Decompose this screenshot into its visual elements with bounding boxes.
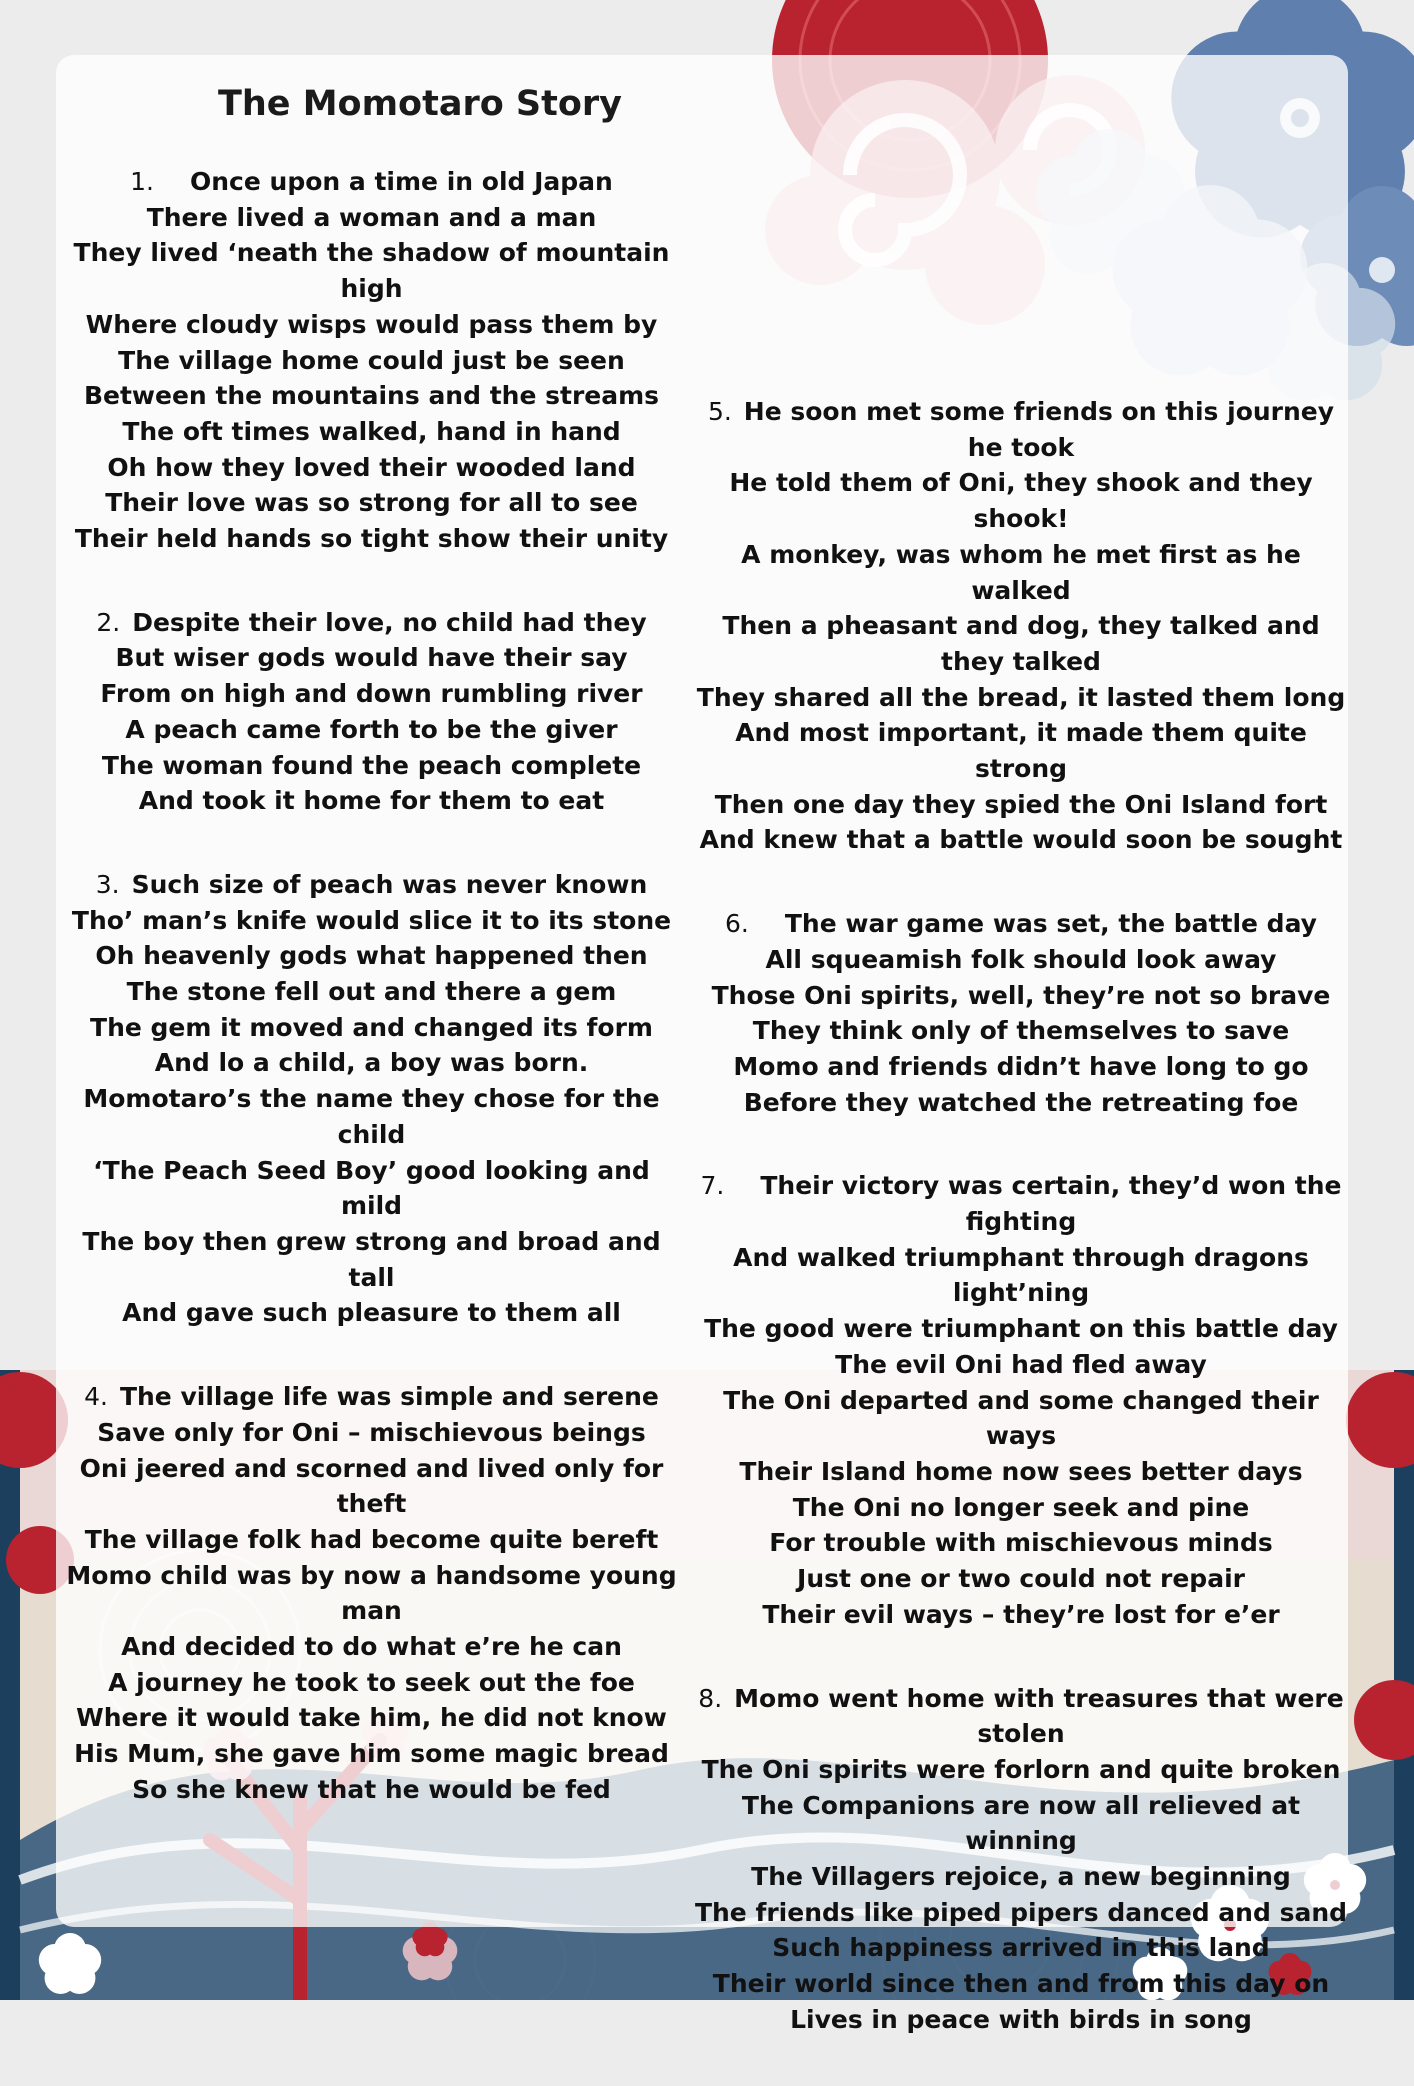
verse-number: 4. (84, 1382, 108, 1412)
verse-line: The Oni departed and some changed their ways (723, 1385, 1319, 1451)
verse-line: Then a pheasant and dog, they talked and they talked (722, 611, 1320, 676)
verse-line: Momo child was by now a handsome young man (66, 1560, 677, 1626)
verse-line: Their held hands so tight show their unity (74, 524, 669, 554)
verse-line: Lives in peace with birds in song (790, 2004, 1252, 2034)
verse-line: And walked triumphant through dragons light’ning (733, 1242, 1309, 1308)
verse-line: Those Oni spirits, well, they’re not so brave (711, 980, 1331, 1010)
verse-line: And knew that a battle would soon be sought (699, 825, 1343, 855)
verse-7 (688, 1168, 1354, 1632)
verse-line: Momotaro’s the name they chose for the child (83, 1084, 660, 1149)
verse-line: Their love was so strong for all to see (105, 488, 638, 518)
verse-line: The gem it moved and changed its form (90, 1012, 653, 1042)
verse-number: 6. (725, 909, 749, 939)
verse-line: His Mum, she gave him some magic bread (74, 1739, 669, 1769)
verse-line: Such happiness arrived in this land (772, 1933, 1270, 1963)
verse-line: And gave such pleasure to them all (122, 1298, 621, 1328)
verse-line: They shared all the bread, it lasted them long (696, 682, 1346, 712)
verse-line: Then one day they spied the Oni Island fort (714, 789, 1328, 819)
verse-line: And lo a child, a boy was born. (154, 1048, 589, 1078)
verse-line: Such size of peach was never known (131, 869, 648, 899)
verse-8 (688, 1681, 1354, 2038)
verse-5 (688, 394, 1354, 858)
verses-right-column (688, 394, 1354, 2086)
verse-line: Momo and friends didn’t have long to go (733, 1051, 1309, 1081)
verse-line: From on high and down rumbling river (100, 679, 643, 709)
verse-line: The Oni no longer seek and pine (792, 1492, 1250, 1522)
verse-6 (688, 906, 1354, 1120)
verse-line: Save only for Oni – mischievous beings (97, 1417, 646, 1447)
verse-3 (60, 867, 683, 1331)
verse-number: 8. (698, 1683, 723, 1713)
verse-line: And most important, it made them quite strong (735, 718, 1307, 784)
verse-line: Their world since then and from this day on (712, 1969, 1330, 1999)
verse-line: He soon met some friends on this journey he took (743, 397, 1335, 462)
verse-line: They think only of themselves to save (752, 1016, 1290, 1046)
verse-number: 7. (700, 1171, 725, 1201)
document-title: The Momotaro Story (217, 84, 622, 124)
verse-line: The friends like piped pipers danced and sand (694, 1897, 1348, 1927)
verse-line: Once upon a time in old Japan (190, 167, 613, 196)
verse-line: The good were triumphant on this battle day (704, 1314, 1338, 1344)
verse-line: Oh how they loved their wooded land (107, 452, 636, 482)
verse-line: Tho’ man’s knife would slice it to its stone (71, 905, 672, 935)
verse-number: 3. (95, 869, 120, 899)
verse-line: The oft times walked, hand in hand (122, 416, 621, 446)
verse-line: But wiser gods would have their say (115, 643, 628, 673)
verse-line: ‘The Peach Seed Boy’ good looking and mild (93, 1155, 650, 1221)
verse-line: Their evil ways – they’re lost for e’er (762, 1599, 1280, 1629)
verse-line: The village home could just be seen (118, 345, 625, 375)
verse-line: Where cloudy wisps would pass them by (85, 309, 658, 339)
verse-line: Their Island home now sees better days (739, 1456, 1303, 1486)
verse-2 (60, 605, 683, 819)
verse-line: A peach came forth to be the giver (125, 714, 618, 744)
verse-line: The Companions are now all relieved at winning (741, 1790, 1301, 1856)
verse-line: For trouble with mischievous minds (769, 1528, 1273, 1558)
verse-1 (60, 164, 683, 557)
verse-line: A journey he took to seek out the foe (108, 1667, 635, 1697)
verse-line: Oni jeered and scorned and lived only for theft (79, 1453, 664, 1519)
verse-line: All squeamish folk should look away (765, 944, 1277, 974)
verse-line: He told them of Oni, they shook and they shook! (729, 468, 1313, 534)
verse-line: They lived ‘neath the shadow of mountain high (73, 238, 670, 304)
verse-line: The boy then grew strong and broad and tall (82, 1226, 661, 1292)
verse-line: And took it home for them to eat (138, 786, 605, 816)
verse-line: The village life was simple and serene (119, 1382, 659, 1412)
verse-line: The war game was set, the battle day (784, 909, 1317, 939)
verse-line: Between the mountains and the streams (83, 381, 660, 411)
verse-line: A monkey, was whom he met first as he walked (741, 539, 1301, 605)
verses-left-column (60, 164, 683, 1856)
verse-number: 1. (130, 167, 154, 196)
verse-line: The stone fell out and there a gem (126, 977, 617, 1007)
verse-line: Oh heavenly gods what happened then (95, 941, 648, 971)
verse-line: The woman found the peach complete (101, 750, 642, 780)
verse-number: 5. (707, 397, 732, 426)
verse-line: The village folk had become quite bereft (84, 1524, 659, 1554)
verse-line: Their victory was certain, they’d won the fighting (760, 1171, 1342, 1237)
verse-number: 2. (96, 607, 121, 637)
verse-line: So she knew that he would be fed (132, 1774, 611, 1804)
verse-line: The evil Oni had fled away (835, 1349, 1207, 1379)
verse-line: The Oni spirits were forlorn and quite broken (701, 1754, 1341, 1784)
verse-line: Despite their love, no child had they (132, 607, 647, 637)
verse-line: Just one or two could not repair (797, 1564, 1245, 1594)
verse-line: The Villagers rejoice, a new beginning (751, 1862, 1291, 1892)
verse-line: And decided to do what e’re he can (121, 1632, 622, 1662)
verse-4 (60, 1379, 683, 1807)
verse-line: There lived a woman and a man (146, 202, 597, 232)
verse-line: Where it would take him, he did not know (76, 1703, 667, 1733)
verse-line: Momo went home with treasures that were stolen (734, 1683, 1344, 1749)
verse-line: Before they watched the retreating foe (743, 1087, 1299, 1117)
